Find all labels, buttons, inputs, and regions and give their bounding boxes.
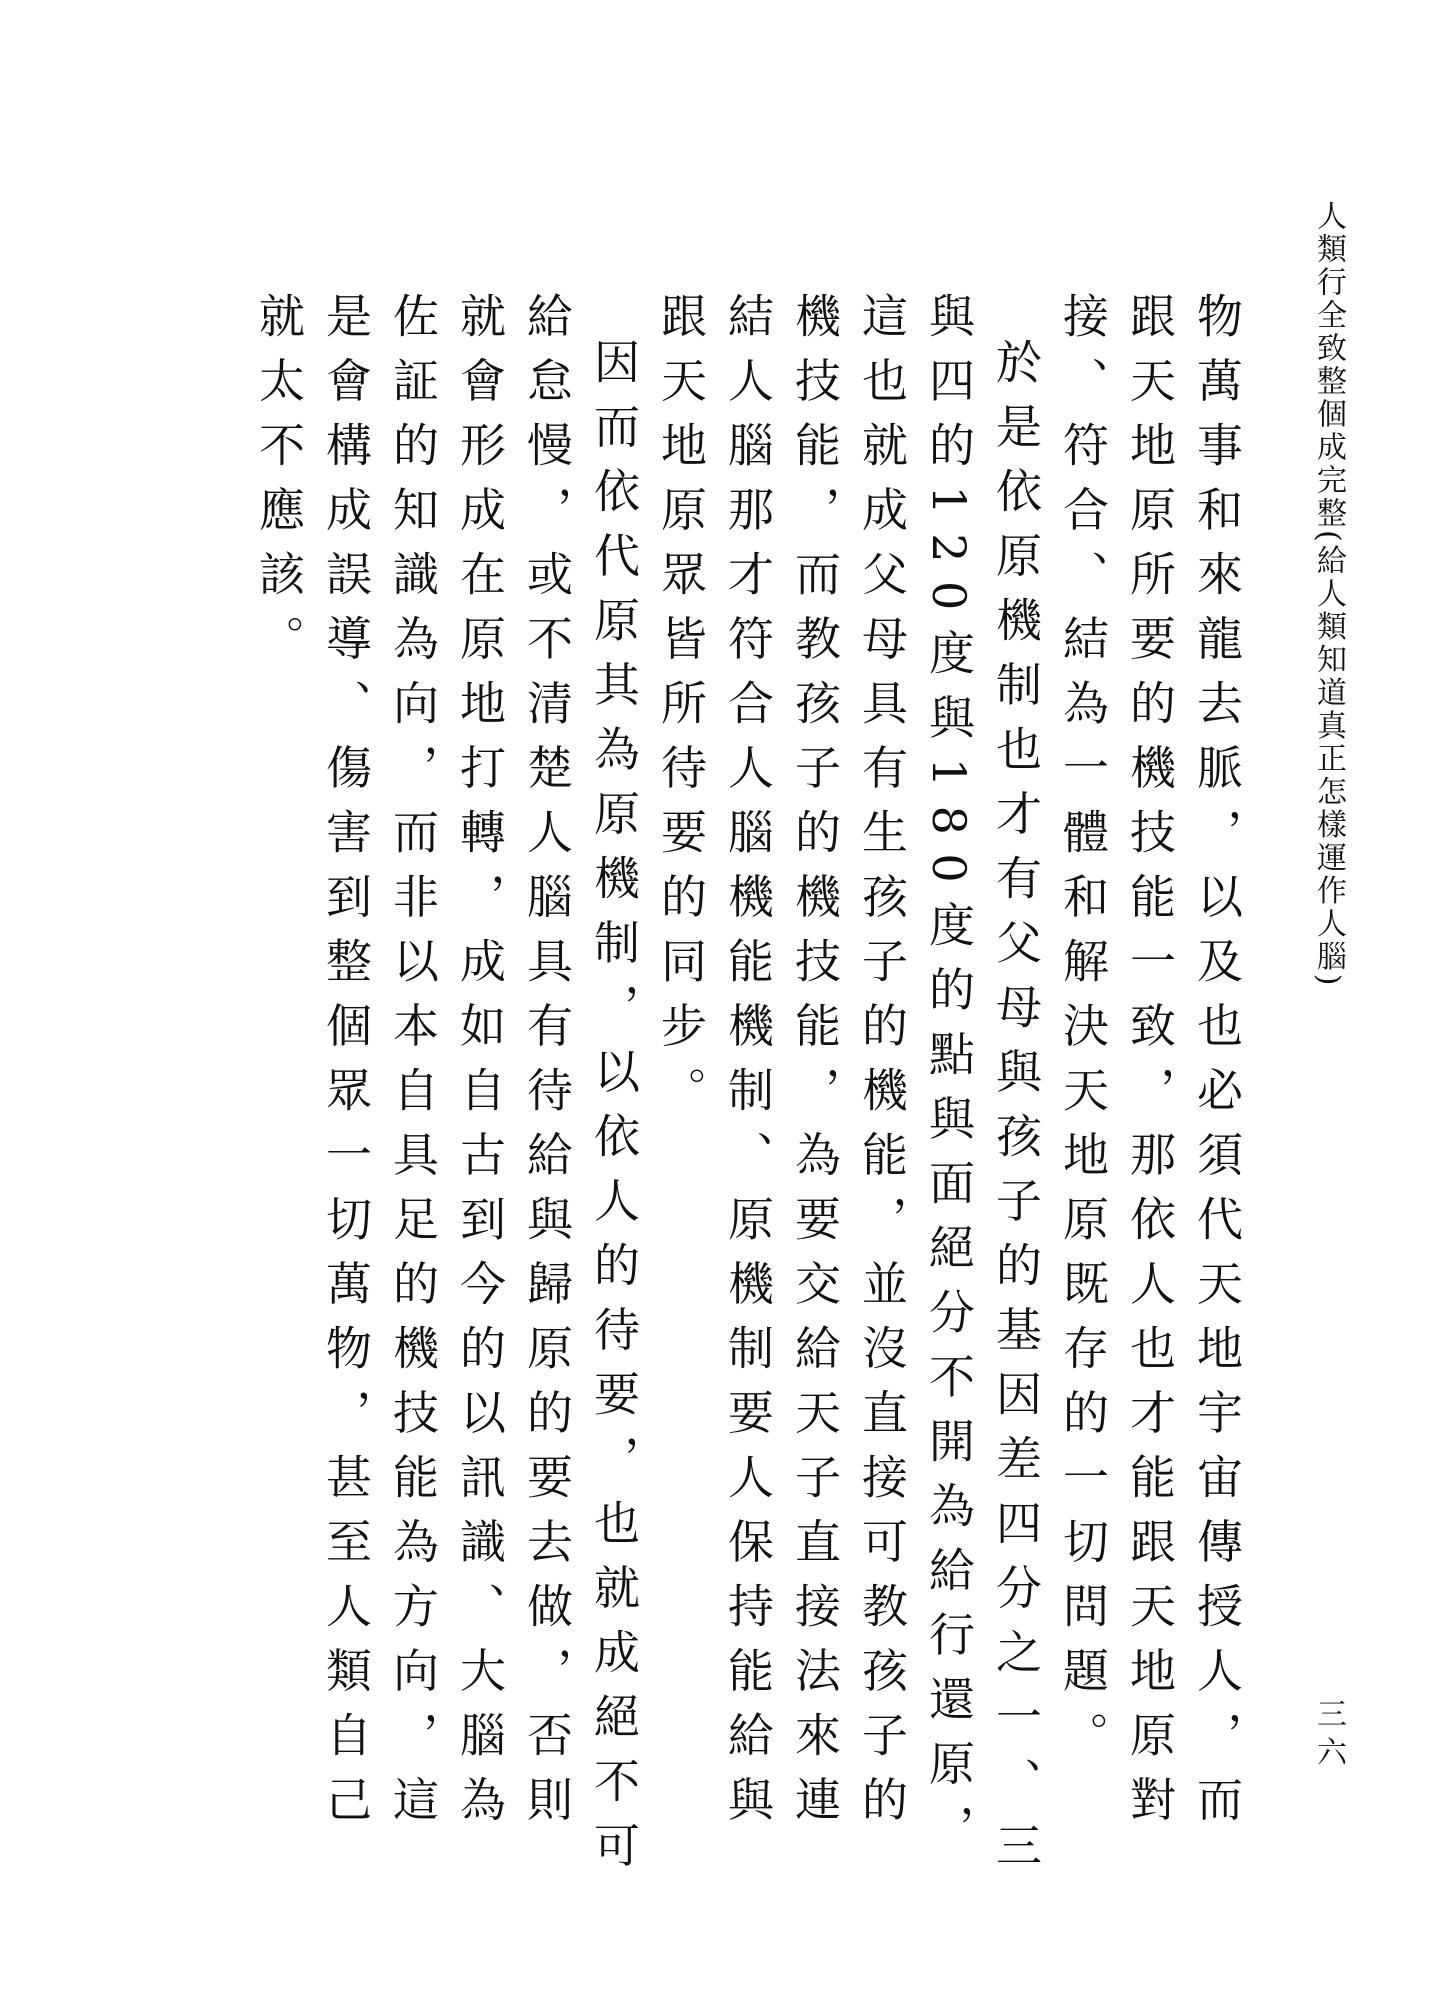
body-text [252,292,1250,1892]
page-number: 三六 [1311,1698,1346,1774]
paragraph-3: 因而依代原其為原機制，以依人的待要，也就成絕不可給怠慢，或不清楚人腦具有待給與歸原的要去做，否則就會形成在原地打轉，成如自古到今的以訊識、大腦為佐証的知識為向，而非以本自具足的機技能為方向，這是會構成誤導、傷害到整個眾一切萬物，甚至人類自己就太不應該。 [252,292,641,1886]
running-title: 人類行全致整個成完整(給人類知道真正怎樣運作人腦) [1311,200,1346,989]
paragraph-2: 於是依原機制也才有父母與孩子的基因差四分之一、三與四的120度與180度的點與面絕分不開為給行還原，這也就成父母具有生孩子的機能，並沒直接可教孩子的機技能，而教孩子的機技能，為要交給天子直接法來連結人腦那才符合人腦機能機制、原機制要人保持能給與跟天地原眾皆所待要的同步。 [654,292,1043,1886]
paragraph-1: 物萬事和來龍去脈，以及也必須代天地宇宙傳授人，而跟天地原所要的機技能一致，那依人也才能跟天地原對接、符合、結為一體和解決天地原既存的一切問題。 [1056,292,1244,1840]
